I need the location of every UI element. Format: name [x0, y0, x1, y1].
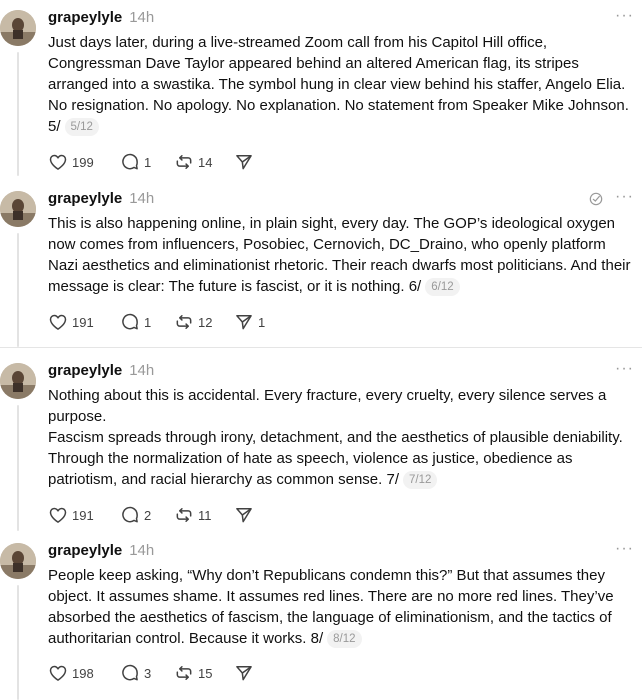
thread-line [17, 405, 19, 531]
post-6 [0, 176, 642, 347]
thread-counter-badge: 7/12 [403, 471, 437, 489]
repost-count: 15 [198, 665, 213, 681]
repost-icon [174, 663, 194, 683]
like-count: 191 [72, 507, 94, 523]
avatar[interactable] [0, 363, 36, 399]
reply-count: 1 [144, 314, 152, 330]
more-icon[interactable]: ··· [615, 540, 634, 557]
like-button[interactable] [48, 152, 120, 172]
thread-line [17, 585, 19, 700]
avatar[interactable] [0, 543, 36, 579]
send-icon [234, 312, 254, 332]
post-text [48, 213, 638, 297]
reply-count: 1 [144, 154, 152, 170]
repost-button[interactable] [174, 152, 234, 172]
repost-button[interactable] [174, 312, 234, 332]
post-7 [0, 348, 642, 531]
like-count: 198 [72, 665, 94, 681]
like-button[interactable] [48, 312, 120, 332]
send-icon [234, 663, 254, 683]
more-icon[interactable]: ··· [615, 188, 634, 205]
post-text-line: Fascism spreads through irony, detachment, and the aesthetics of plausible deniability. Through the normalization of hate as speech, violence as justice, obedience as patriotism, and racial hierarchy as common sense. 7/ [48, 429, 623, 488]
translate-icon[interactable] [588, 191, 604, 207]
more-icon[interactable]: ··· [615, 360, 634, 377]
share-count: 1 [258, 314, 266, 330]
heart-icon [48, 505, 68, 525]
repost-button[interactable] [174, 663, 234, 683]
like-count: 191 [72, 314, 94, 330]
comment-icon [120, 663, 140, 683]
repost-button[interactable] [174, 505, 234, 525]
repost-count: 14 [198, 154, 213, 170]
repost-icon [174, 152, 194, 172]
post-text-line: People keep asking, “Why don’t Republicans condemn this?” But that assumes they object. It assumes shame. It assumes red lines. There are no more red lines. They’ve absorbed the aesthetics of fascism, the language of eliminationism, and the tactics of authoritarian control. Because it works. 8/ [48, 567, 614, 647]
post-text [48, 385, 638, 490]
post-text-line: Nothing about this is accidental. Every fracture, every cruelty, every silence serves a purpose. [48, 387, 607, 425]
timestamp[interactable]: 14h [129, 362, 155, 379]
thread-counter-badge: 8/12 [327, 630, 361, 648]
repost-count: 12 [198, 314, 213, 330]
post-text [48, 565, 638, 649]
share-button[interactable] [234, 152, 254, 172]
post-8 [0, 531, 642, 700]
timestamp[interactable]: 14h [129, 542, 155, 559]
repost-icon [174, 505, 194, 525]
thread-counter-badge: 5/12 [65, 118, 99, 136]
repost-icon [174, 312, 194, 332]
comment-icon [120, 312, 140, 332]
repost-count: 11 [198, 507, 212, 523]
reply-button[interactable] [120, 663, 174, 683]
send-icon [234, 152, 254, 172]
reply-button[interactable] [120, 152, 174, 172]
heart-icon [48, 312, 68, 332]
thread-counter-badge: 6/12 [425, 278, 459, 296]
share-button[interactable] [234, 663, 254, 683]
post-text-line: Just days later, during a live-streamed Zoom call from his Capitol Hill office, Congressman Dave Taylor appeared behind an altered American flag, its stripes arranged into a swastika. The symbol hung in clear view behind his staffer, Angelo Elia. No resignation. No apology. No explanation. No statement from Speaker Mike Johnson. 5/ [48, 34, 629, 135]
post-text-line: This is also happening online, in plain sight, every day. The GOP’s ideological oxygen now comes from influencers, Posobiec, Cernovich, DC_Draino, who openly platform Nazi aesthetics and eliminationist rhetoric. Their reach dwarfs most politicians. And their message is clear: The future is fascist, or it is nothing. 6/ [48, 215, 631, 295]
like-button[interactable] [48, 505, 120, 525]
more-icon[interactable]: ··· [615, 7, 634, 24]
post-text [48, 32, 638, 137]
heart-icon [48, 152, 68, 172]
reply-button[interactable] [120, 505, 174, 525]
share-button[interactable] [234, 505, 254, 525]
username[interactable]: grapeylyle [48, 9, 123, 26]
reply-button[interactable] [120, 312, 174, 332]
avatar[interactable] [0, 191, 36, 227]
reply-count: 3 [144, 665, 152, 681]
avatar[interactable] [0, 10, 36, 46]
post-5 [0, 0, 642, 176]
thread-line [17, 52, 19, 176]
username[interactable]: grapeylyle [48, 362, 123, 379]
username[interactable]: grapeylyle [48, 190, 123, 207]
comment-icon [120, 505, 140, 525]
reply-count: 2 [144, 507, 152, 523]
timestamp[interactable]: 14h [129, 190, 155, 207]
username[interactable]: grapeylyle [48, 542, 123, 559]
like-button[interactable] [48, 663, 120, 683]
thread-line [17, 233, 19, 347]
send-icon [234, 505, 254, 525]
heart-icon [48, 663, 68, 683]
comment-icon [120, 152, 140, 172]
share-button[interactable] [234, 312, 265, 332]
like-count: 199 [72, 154, 94, 170]
timestamp[interactable]: 14h [129, 9, 155, 26]
